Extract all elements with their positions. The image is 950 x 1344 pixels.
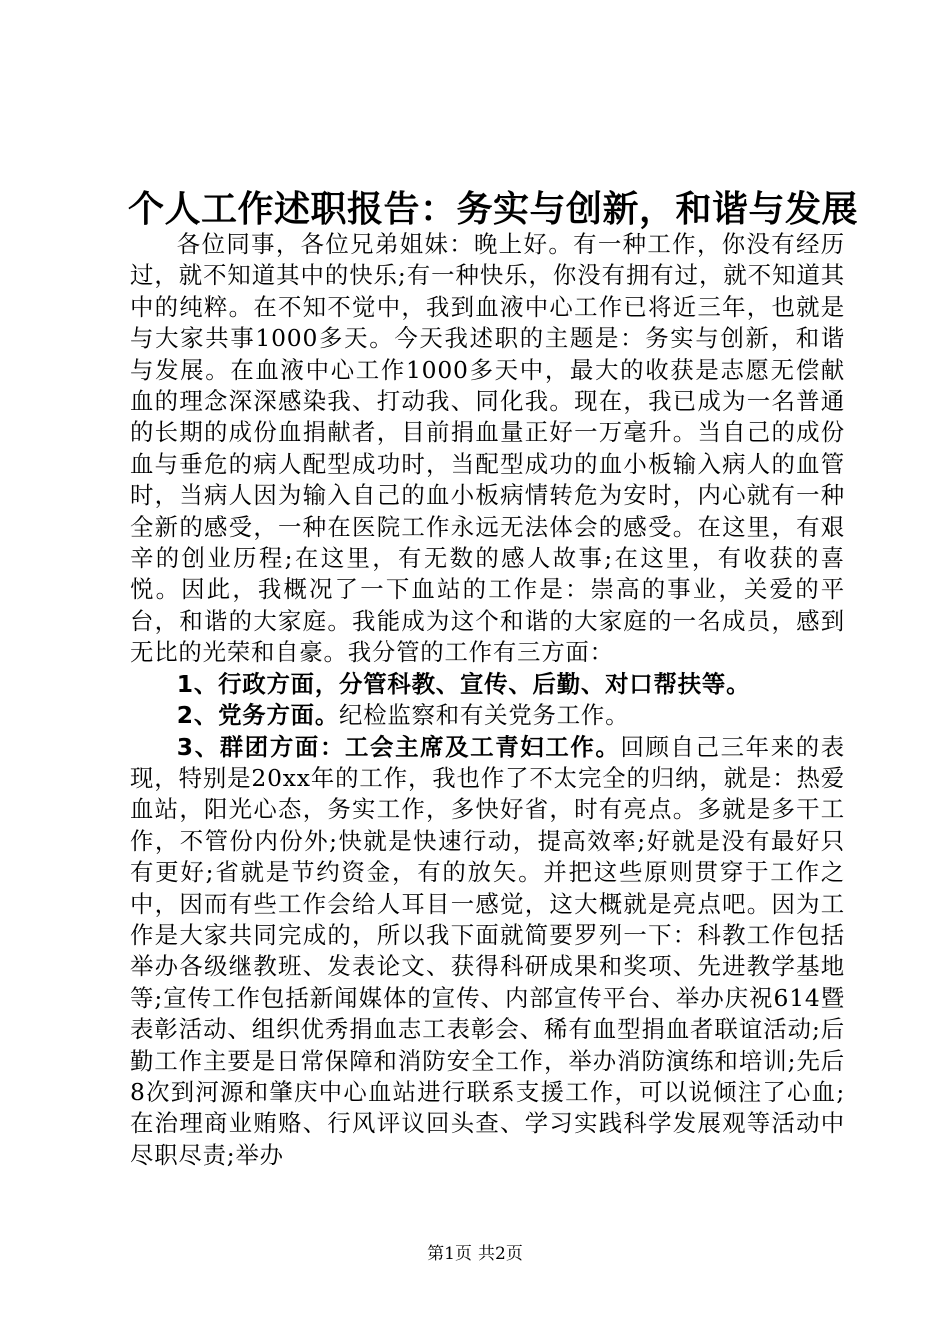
list-item-3-heading: 3、群团方面：工会主席及工青妇工作。 [176,732,621,761]
intro-paragraph: 各位同事，各位兄弟姐妹：晚上好。有一种工作，你没有经历过，就不知道其中的快乐;有一种快乐，你没有拥有过，就不知道其中的纯粹。在不知不觉中，我到血液中心工作已将近三年，也就是与大家共事1000多天。今天我述职的主题是：务实与创新，和谐与发展。在血液中心工作1000多天中，最大的收获是志愿无偿献血的理念深深感染我、打动我、同化我。现在，我已成为一名普通的长期的成份血捐献者，目前捐血量正好一万毫升。当自己的成份血与垂危的病人配型成功时，当配型成功的血小板输入病人的血管时，当病人因为输入自己的血小板病情转危为安时，内心就有一种全新的感受，一种在医院工作永远无法体会的感受。在这里，有艰辛的创业历程;在这里，有无数的感人故事;在这里，有收获的喜悦。因此，我概况了一下血站的工作是：崇高的事业，关爱的平台，和谐的大家庭。我能成为这个和谐的大家庭的一名成员，感到无比的光荣和自豪。我分管的工作有三方面： [130,230,845,667]
list-item-2 [130,700,845,731]
list-item-1 [130,669,845,700]
list-item-2-heading: 2、党务方面。 [176,701,340,730]
list-item-3 [130,732,845,1172]
list-item-2-text: 纪检监察和有关党务工作。 [339,701,630,730]
page-footer [0,1243,950,1265]
document-body [130,229,845,1171]
list-item-1-heading: 1、行政方面，分管科教、宣传、后勤、对口帮扶等。 [176,669,751,698]
list-item-3-text: 回顾自己三年来的表现，特别是20xx年的工作，我也作了不太完全的归纳，就是：热爱血站，阳光心态，务实工作，多快好省，时有亮点。多就是多干工作，不管份内份外;快就是快速行动，提高效率;好就是没有最好只有更好;省就是节约资金，有的放矢。并把这些原则贯穿于工作之中，因而有些工作会给人耳目一感觉，这大概就是亮点吧。因为工作是大家共同完成的，所以我下面就简要罗列一下：科教工作包括举办各级继教班、发表论文、获得科研成果和奖项、先进教学基地等;宣传工作包括新闻媒体的宣传、内部宣传平台、举办庆祝614暨表彰活动、组织优秀捐血志工表彰会、稀有血型捐血者联谊活动;后勤工作主要是日常保障和消防安全工作，举办消防演练和培训;先后8次到河源和肇庆中心血站进行联系支援工作，可以说倾注了心血;在治理商业贿赂、行风评议回头查、学习实践科学发展观等活动中尽职尽责;举办 [130,732,845,1169]
page-total: 共2页 [478,1244,523,1264]
document-title: 个人工作述职报告：务实与创新，和谐与发展 [128,189,859,230]
page-number: 第1页 [427,1244,472,1264]
